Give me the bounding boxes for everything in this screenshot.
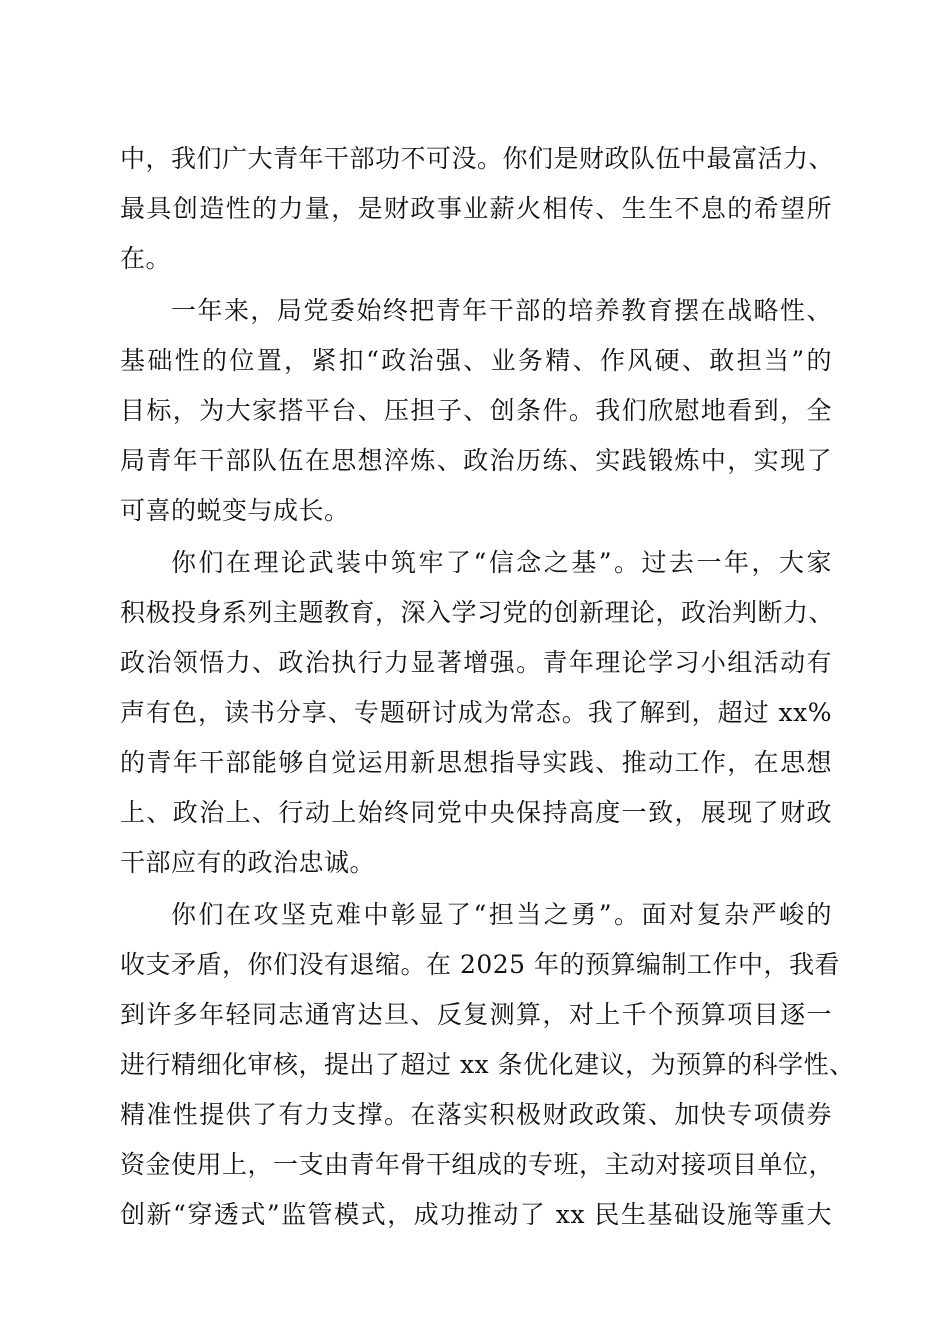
text-line: 一年来，局党委始终把青年干部的培养教育摆在战略性、 [171, 296, 832, 325]
text-line: 进行精细化审核，提出了超过 xx 条优化建议，为预算的科学性、 [120, 1050, 855, 1079]
text-line: 干部应有的政治忠诚。 [120, 848, 376, 877]
text-line: 收支矛盾，你们没有退缩。在 2025 年的预算编制工作中，我看 [120, 950, 841, 979]
text-line: 最具创造性的力量，是财政事业薪火相传、生生不息的希望所 [120, 194, 832, 223]
text-line: 的青年干部能够自觉运用新思想指导实践、推动工作，在思想 [120, 748, 832, 777]
text-line: 上、政治上、行动上始终同党中央保持高度一致，展现了财政 [120, 798, 832, 827]
text-line: 基础性的位置，紧扣“政治强、业务精、作风硬、敢担当”的 [120, 346, 832, 375]
text-line: 在。 [120, 244, 172, 273]
text-line: 你们在理论武装中筑牢了“信念之基”。过去一年，大家 [171, 548, 832, 577]
text-line: 局青年干部队伍在思想淬炼、政治历练、实践锻炼中，实现了 [120, 446, 832, 475]
text-line: 目标，为大家搭平台、压担子、创条件。我们欣慰地看到，全 [120, 396, 832, 425]
text-line: 可喜的蜕变与成长。 [120, 496, 350, 525]
text-line: 积极投身系列主题教育，深入学习党的创新理论，政治判断力、 [120, 598, 835, 627]
text-line: 政治领悟力、政治执行力显著增强。青年理论学习小组活动有 [120, 648, 832, 677]
text-line: 中，我们广大青年干部功不可没。你们是财政队伍中最富活力、 [120, 144, 835, 173]
text-line: 声有色，读书分享、专题研讨成为常态。我了解到，超过 xx% [120, 698, 832, 727]
text-line: 你们在攻坚克难中彰显了“担当之勇”。面对复杂严峻的 [171, 900, 832, 929]
text-line: 精准性提供了有力支撑。在落实积极财政政策、加快专项债券 [120, 1100, 832, 1129]
text-line: 资金使用上，一支由青年骨干组成的专班，主动对接项目单位， [120, 1150, 835, 1179]
text-line: 创新“穿透式”监管模式，成功推动了 xx 民生基础设施等重大 [120, 1200, 832, 1229]
text-line: 到许多年轻同志通宵达旦、反复测算，对上千个预算项目逐一 [120, 1000, 832, 1029]
